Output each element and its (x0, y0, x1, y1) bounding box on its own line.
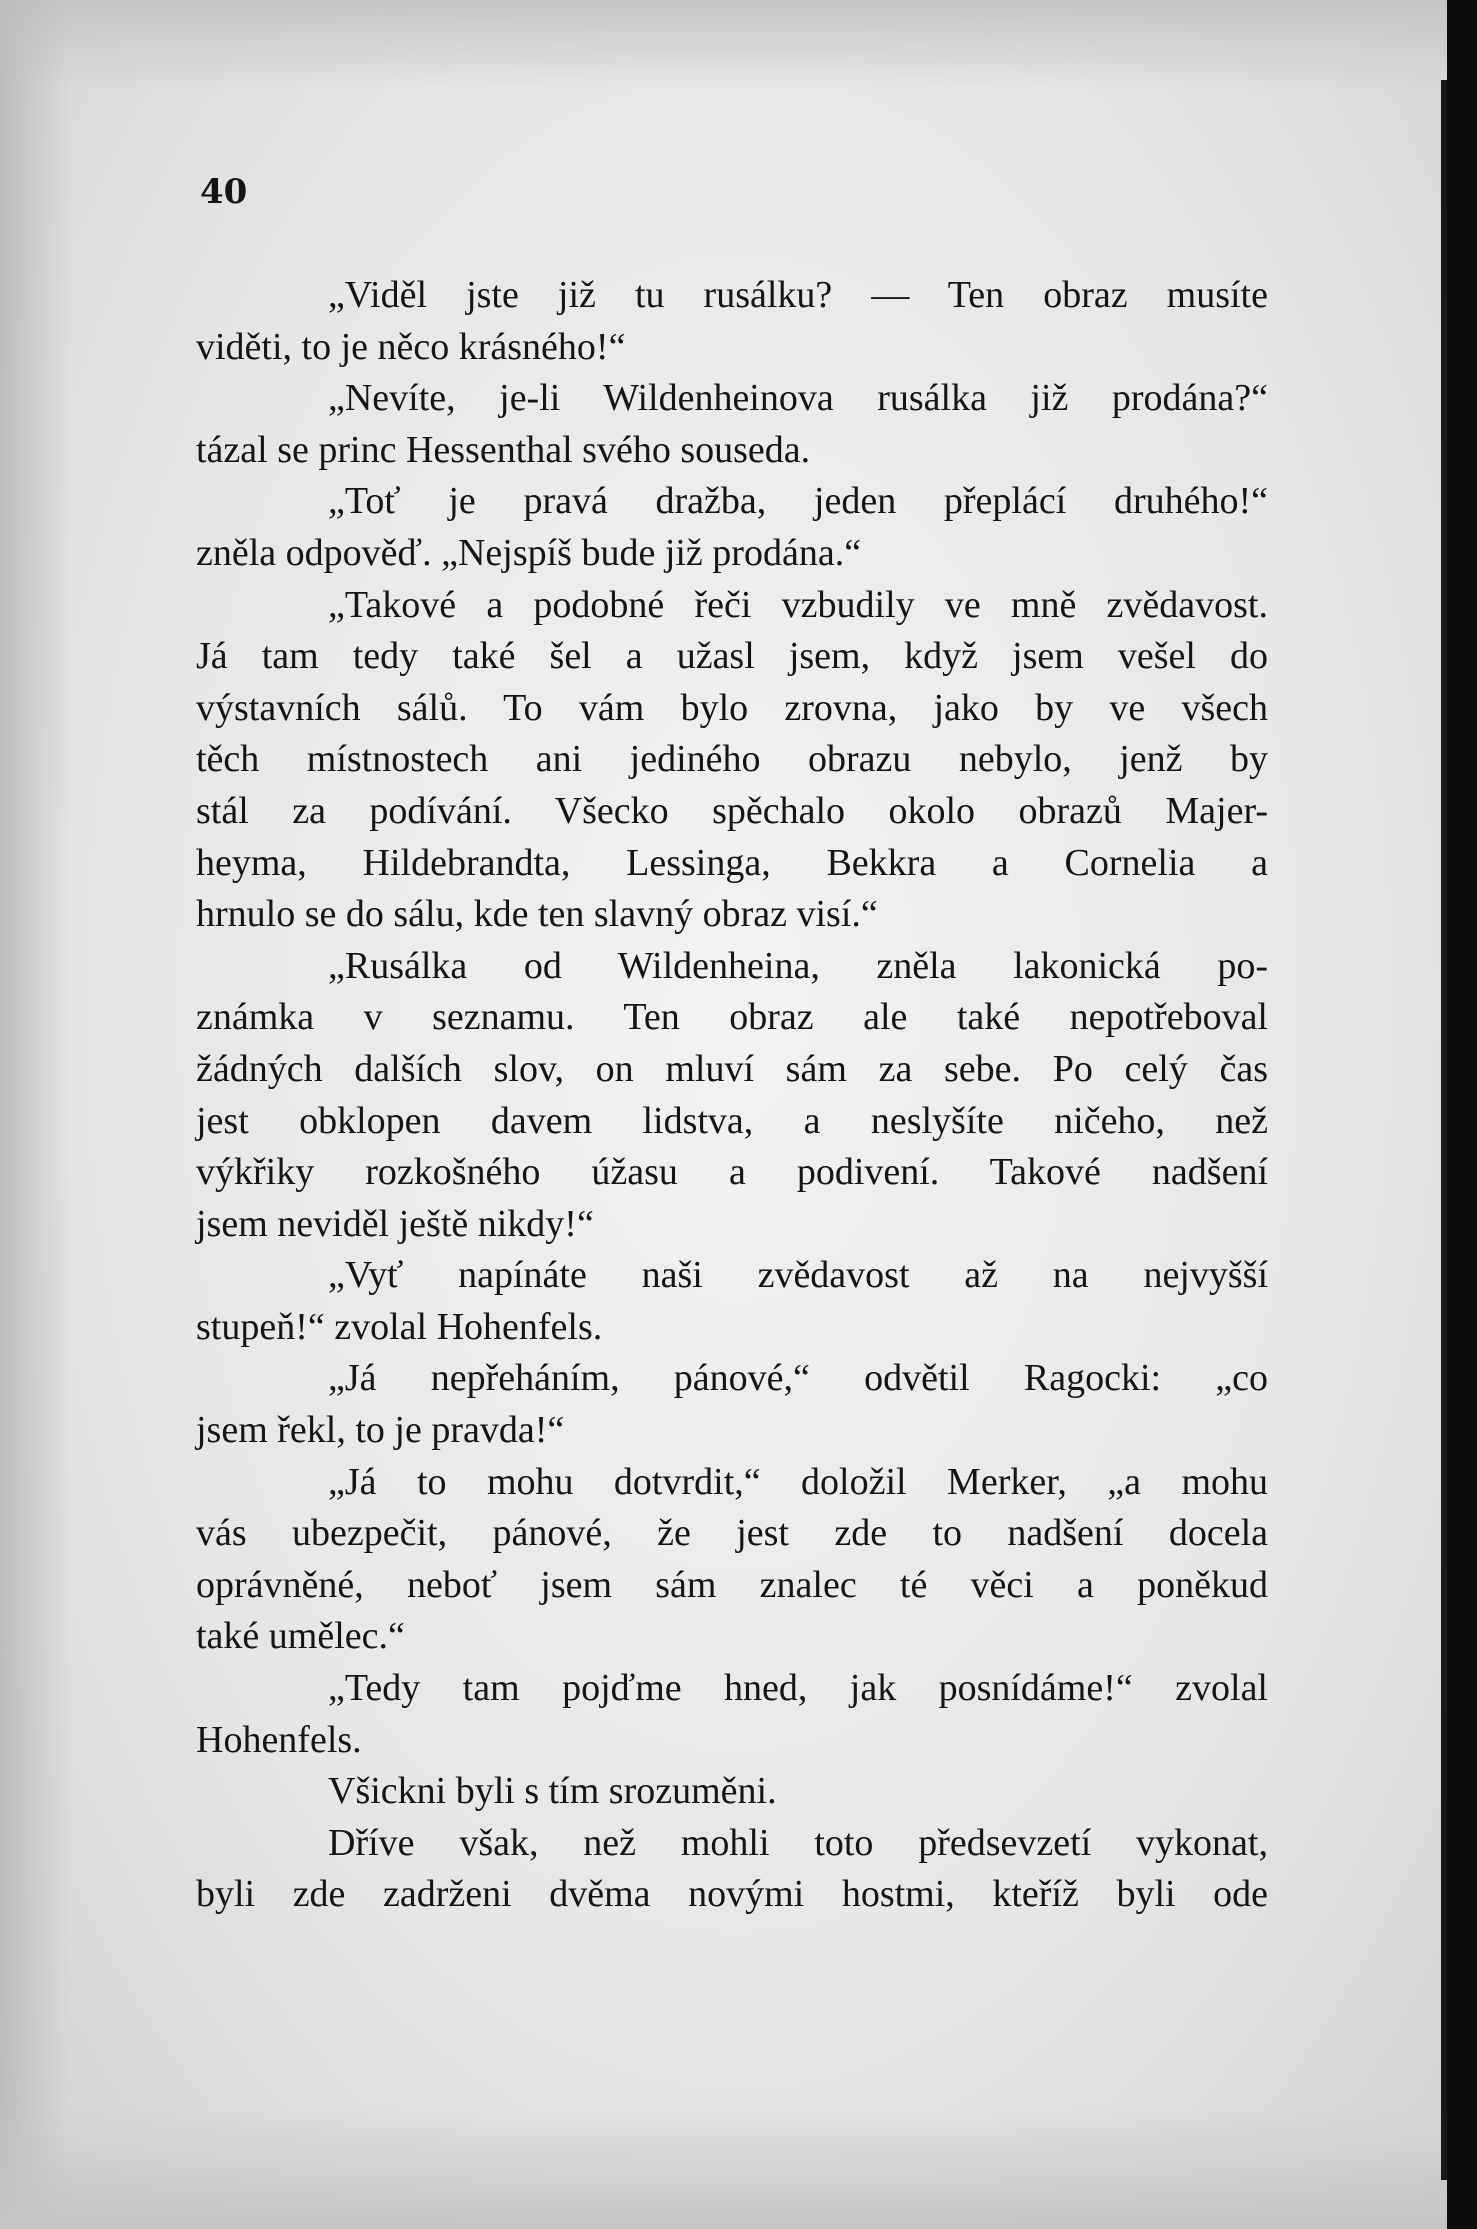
text-line: „Já nepřeháním, pánové,“ odvětil Ragocki: „co (328, 1357, 1268, 1400)
page-number: 40 (200, 172, 248, 212)
text-line: Dříve však, než mohli toto předsevzetí vykonat, (328, 1821, 1268, 1864)
text-line: žádných dalších slov, on mluví sám za sebe. Po celý čas (196, 1047, 1268, 1090)
text-line: Všickni byli s tím srozuměni. (328, 1770, 777, 1813)
text-line: byli zde zadrženi dvěma novými hostmi, kteříž byli ode (196, 1873, 1268, 1916)
text-line: „Toť je pravá dražba, jeden přeplácí druhého!“ (328, 480, 1268, 523)
text-line: těch místnostech ani jediného obrazu nebylo, jenž by (196, 738, 1268, 781)
text-line: výkřiky rozkošného úžasu a podivení. Takové nadšení (196, 1151, 1268, 1194)
text-line: „Vyť napínáte naši zvědavost až na nejvyšší (328, 1254, 1268, 1297)
text-line: zněla odpověď. „Nejspíš bude již prodána.“ (196, 531, 862, 574)
text-line: hrnulo se do sálu, kde ten slavný obraz visí.“ (196, 893, 878, 936)
text-line: stál za podívání. Všecko spěchalo okolo obrazů Majer- (196, 789, 1268, 832)
text-line: „Rusálka od Wildenheina, zněla lakonická po- (328, 944, 1268, 987)
text-line: známka v seznamu. Ten obraz ale také nepotřeboval (196, 996, 1268, 1039)
text-line: Hohenfels. (196, 1718, 362, 1761)
page-top-shadow (0, 0, 1477, 90)
text-line: Já tam tedy také šel a užasl jsem, když jsem vešel do (196, 635, 1268, 678)
text-line: vás ubezpečit, pánové, že jest zde to nadšení docela (196, 1512, 1268, 1555)
text-line: jest obklopen davem lidstva, a neslyšíte ničeho, než (196, 1099, 1268, 1142)
text-line: jsem řekl, to je pravda!“ (196, 1409, 565, 1452)
text-line: viděti, to je něco krásného!“ (196, 325, 626, 368)
text-line: heyma, Hildebrandta, Lessinga, Bekkra a Cornelia a (196, 841, 1268, 884)
text-line: oprávněné, neboť jsem sám znalec té věci a poněkud (196, 1563, 1268, 1606)
text-line: „Takové a podobné řeči vzbudily ve mně zvědavost. (328, 583, 1268, 626)
text-line: „Nevíte, je-li Wildenheinova rusálka již prodána?“ (328, 377, 1268, 420)
text-line: „Viděl jste již tu rusálku? — Ten obraz musíte (328, 274, 1268, 316)
text-line: „Tedy tam pojďme hned, jak posnídáme!“ zvolal (328, 1667, 1268, 1710)
binding-edge (1447, 0, 1477, 2229)
text-line: jsem neviděl ještě nikdy!“ (196, 1202, 594, 1245)
text-line: stupeň!“ zvolal Hohenfels. (196, 1305, 603, 1348)
text-line: tázal se princ Hessenthal svého souseda. (196, 428, 811, 471)
text-line: také umělec.“ (196, 1615, 405, 1658)
page-bottom-shadow (0, 2109, 1477, 2229)
text-line: „Já to mohu dotvrdit,“ doložil Merker, „a mohu (328, 1460, 1268, 1503)
body-text (196, 270, 1268, 1921)
text-line: výstavních sálů. To vám bylo zrovna, jako by ve všech (196, 686, 1268, 729)
page-left-shadow (0, 0, 70, 2229)
